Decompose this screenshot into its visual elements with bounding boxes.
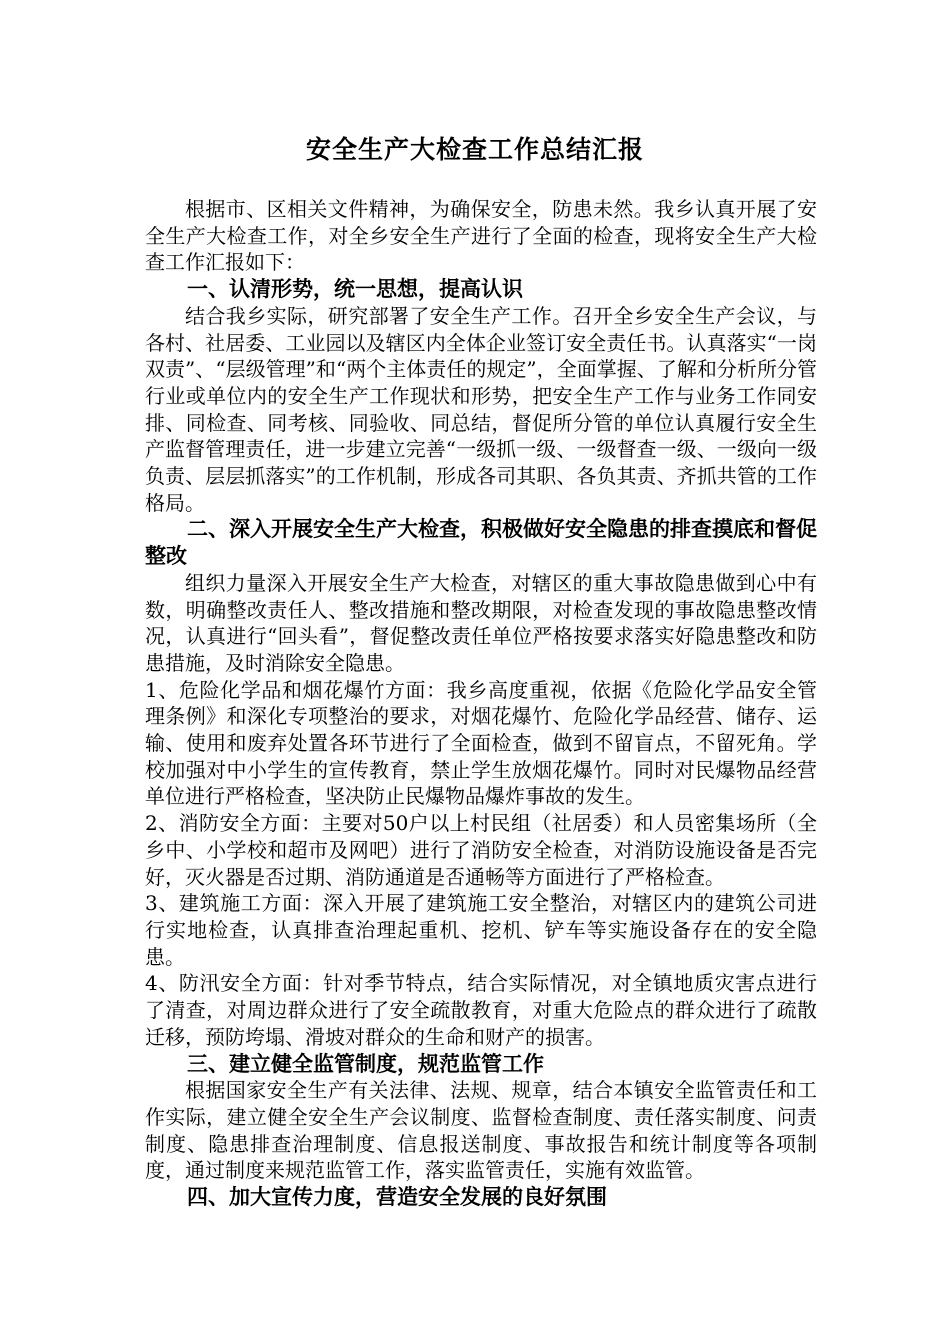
section-1-paragraph: 结合我乡实际，研究部署了安全生产工作。召开全乡安全生产会议，与各村、社居委、工业园以及辖区内全体企业签订安全责任书。认真落实“一岗双责”、“层级管理”和“两个主体责任的规定”，全面掌握、了解和分析所分管行业或单位内的安全生产工作现状和形势，把安全生产工作与业务工作同安排、同检查、同考核、同验收、同总结，督促所分管的单位认真履行安全生产监督管理责任，进一步建立完善“一级抓一级、一级督查一级、一级向一级负责、层层抓落实”的工作机制，形成各司其职、各负其责、齐抓共管的工作格局。 bbox=[145, 303, 817, 515]
section-heading-4: 四、加大宣传力度，营造安全发展的良好氛围 bbox=[187, 1184, 607, 1210]
section-3-paragraph: 根据国家安全生产有关法律、法规、规章，结合本镇安全监管责任和工作实际，建立健全安全生产会议制度、监督检查制度、责任落实制度、问责制度、隐患排查治理制度、信息报送制度、事故报告和统计制度等各项制度，通过制度来规范监管工作，落实监管责任，实施有效监管。 bbox=[145, 1078, 817, 1183]
document-title: 安全生产大检查工作总结汇报 bbox=[305, 135, 644, 164]
list-item-flood-control: 4、防汛安全方面：针对季节特点，结合实际情况，对全镇地质灾害点进行了清查，对周边群众进行了安全疏散教育，对重大危险点的群众进行了疏散迁移，预防垮塌、滑坡对群众的生命和财产的损害。 bbox=[145, 971, 817, 1049]
section-heading-3: 三、建立健全监管制度，规范监管工作 bbox=[187, 1050, 544, 1076]
intro-paragraph: 根据市、区相关文件精神，为确保安全，防患未然。我乡认真开展了安全生产大检查工作，对全乡安全生产进行了全面的检查，现将安全生产大检查工作汇报如下： bbox=[145, 197, 817, 275]
section-2-paragraph: 组织力量深入开展安全生产大检查，对辖区的重大事故隐患做到心中有数，明确整改责任人、整改措施和整改期限，对检查发现的事故隐患整改情况，认真进行“回头看”，督促整改责任单位严格按要求落实好隐患整改和防患措施，及时消除安全隐患。 bbox=[145, 570, 817, 675]
list-item-fire-safety: 2、消防安全方面：主要对50户以上村民组（社居委）和人员密集场所（全乡中、小学校和超市及网吧）进行了消防安全检查，对消防设施设备是否完好，灭火器是否过期、消防通道是否通畅等方面进行了严格检查。 bbox=[145, 811, 817, 889]
list-item-hazardous-chemicals: 1、危险化学品和烟花爆竹方面：我乡高度重视，依据《危险化学品安全管理条例》和深化专项整治的要求，对烟花爆竹、危险化学品经营、储存、运输、使用和废弃处置各环节进行了全面检查，做到不留盲点，不留死角。学校加强对中小学生的宣传教育，禁止学生放烟花爆竹。同时对民爆物品经营单位进行严格检查，坚决防止民爆物品爆炸事故的发生。 bbox=[145, 677, 817, 809]
section-heading-1: 一、认清形势，统一思想，提高认识 bbox=[187, 276, 523, 302]
section-heading-2: 二、深入开展安全生产大检查，积极做好安全隐患的排查摸底和督促整改 bbox=[145, 516, 817, 569]
list-item-construction: 3、建筑施工方面：深入开展了建筑施工安全整治，对辖区内的建筑公司进行实地检查，认真排查治理起重机、挖机、铲车等实施设备存在的安全隐患。 bbox=[145, 891, 817, 969]
document-body bbox=[145, 196, 817, 1211]
